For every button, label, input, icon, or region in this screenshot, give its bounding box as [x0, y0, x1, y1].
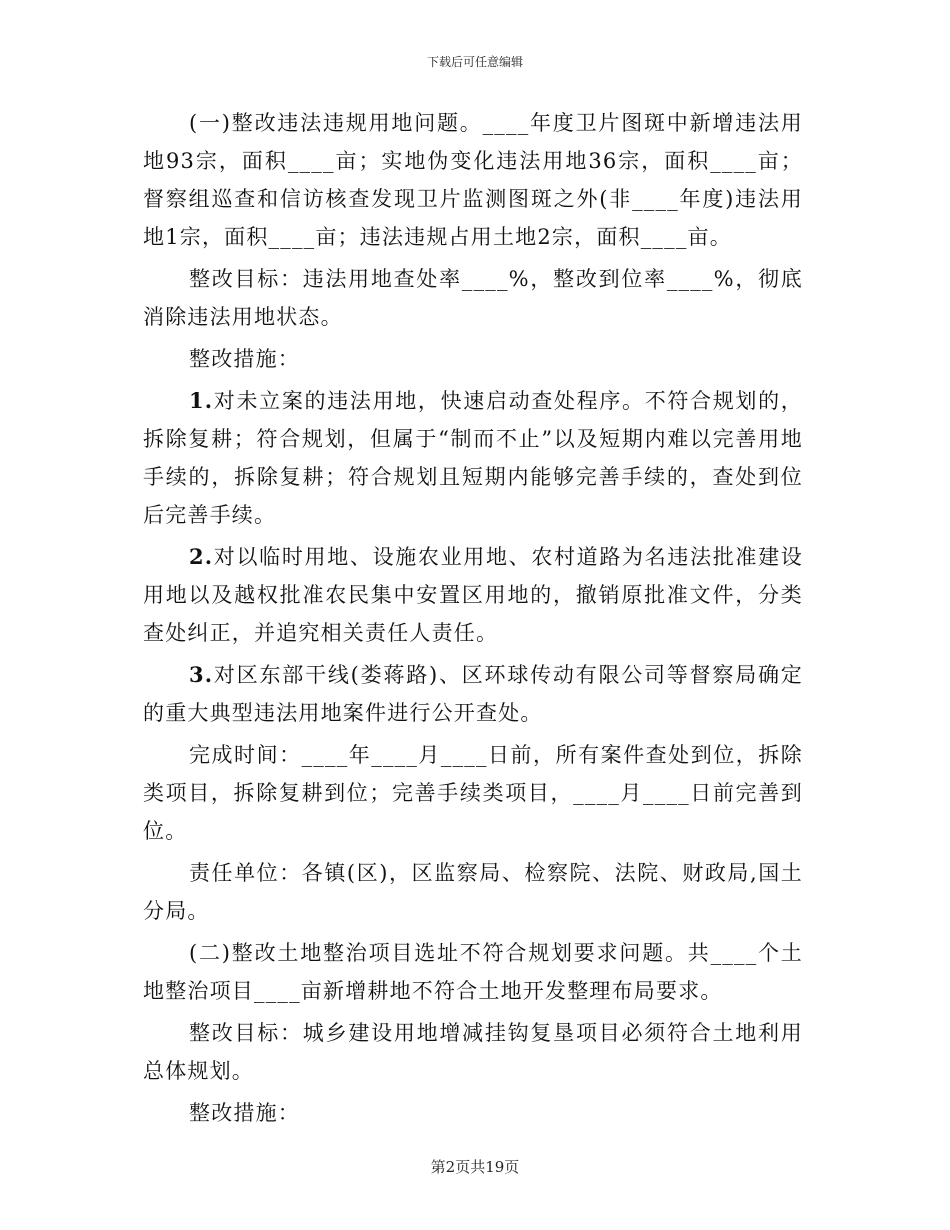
paragraph-text: (二)整改土地整治项目选址不符合规划要求问题。共____个土地整治项目____亩新增耕地不符合土地开发整理布局要求。: [143, 941, 803, 1003]
page-footer: 第2页共19页: [430, 1158, 520, 1176]
document-body: [143, 104, 803, 1136]
paragraph-text: (一)整改违法违规用地问题。____年度卫片图斑中新增违法用地93宗，面积____亩；实地伪变化违法用地36宗，面积____亩；督察组巡查和信访核查发现卫片监测图斑之外(非____年度)违法用地1宗，面积____亩；违法违规占用土地2宗，面积____亩。: [143, 111, 803, 249]
paragraph-text: 对以临时用地、设施农业用地、农村道路为名违法批准建设用地以及越权批准农民集中安置区用地的，撤销原批准文件，分类查处纠正，并追究相关责任人责任。: [143, 545, 803, 645]
paragraph: [143, 1094, 803, 1132]
paragraph: [143, 1014, 803, 1090]
paragraph: [143, 340, 803, 378]
paragraph: [143, 854, 803, 930]
paragraph: [143, 104, 803, 256]
paragraph-text: 对区东部干线(娄蒋路)、区环球传动有限公司等督察局确定的重大典型违法用地案件进行公开查处。: [143, 663, 803, 725]
paragraph: [143, 656, 803, 732]
list-number: 3.: [189, 662, 214, 687]
paragraph-text: 完成时间：____年____月____日前，所有案件查处到位，拆除类项目，拆除复耕到位；完善手续类项目，____月____日前完善到位。: [143, 743, 803, 843]
paragraph: [143, 538, 803, 652]
paragraph-text: 整改目标：城乡建设用地增减挂钩复垦项目必须符合土地利用总体规划。: [143, 1021, 803, 1083]
paragraph: [143, 736, 803, 850]
paragraph-text: 对未立案的违法用地，快速启动查处程序。不符合规划的，拆除复耕；符合规划，但属于“制而不止”以及短期内难以完善用地手续的，拆除复耕；符合规划且短期内能够完善手续的，查处到位后完善手续。: [143, 389, 803, 527]
paragraph-text: 责任单位：各镇(区)，区监察局、检察院、法院、财政局,国土分局。: [143, 861, 803, 923]
paragraph-text: 整改措施：: [189, 347, 300, 371]
paragraph: [143, 934, 803, 1010]
page-header: 下载后可任意编辑: [426, 55, 523, 69]
list-number: 2.: [189, 544, 214, 569]
paragraph-text: 整改措施：: [189, 1101, 300, 1125]
paragraph-text: 整改目标：违法用地查处率____%，整改到位率____%，彻底消除违法用地状态。: [143, 267, 803, 329]
paragraph: [143, 382, 803, 534]
paragraph: [143, 260, 803, 336]
list-number: 1.: [189, 388, 214, 413]
